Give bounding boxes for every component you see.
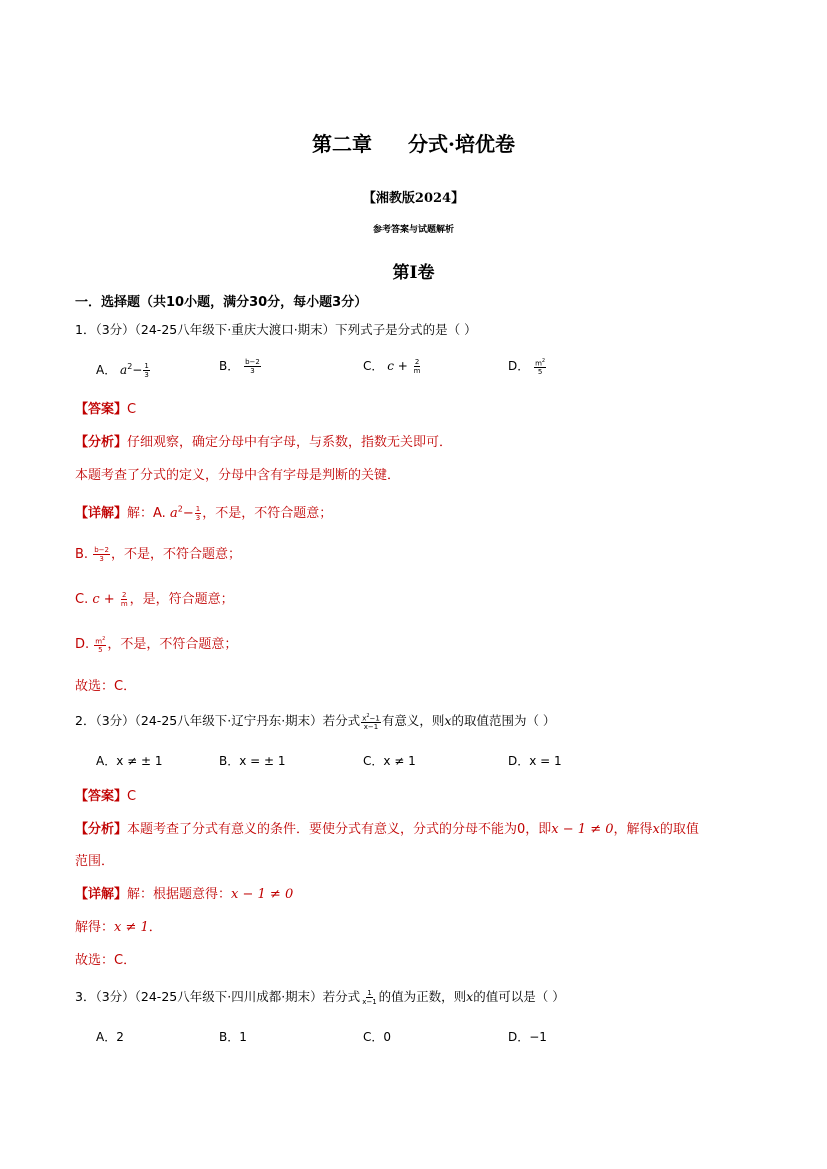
q1-detail-a: 【详解】解：A. $a^2-$ $\frac{1}{3}$ ，不是，不符合题意； [75,504,333,522]
question-2-stem: 2．（3分）（24-25八年级下·辽宁丹东·期末）若分式 $\frac{x^2-1}{x-1}$ 有意义，则x的取值范围为（ ） [75,712,556,732]
question-3-stem: 3．（3分）（24-25八年级下·四川成都·期末）若分式 $\frac{1}{x-1}$ 的值为正数，则x的值可以是（ ） [75,989,565,1006]
q1-option-d: D． $\frac{m^2}{5}$ [508,358,546,377]
q2-option-d: D．x = 1 [508,754,562,768]
page-title: 第二章 分式·培优卷 [312,132,515,156]
q1-option-b: B． $\frac{b-2}{3}$ [219,358,260,375]
edition-label: 【湘教版2024】 [362,191,465,206]
q2-answer: 【答案】C [75,789,137,804]
q1-option-c: C． c + $\frac{2}{m}$ [363,358,421,375]
q3-option-c: C．0 [363,1030,392,1044]
q3-option-a: A．2 [96,1030,124,1044]
q3-option-d: D．−1 [508,1030,547,1044]
q2-choose: 故选：C． [75,953,137,968]
q1-option-a: A． $a^2-$ $\frac{1}{3}$ [96,362,149,379]
q1-choose: 故选：C． [75,679,137,694]
q1-detail-c: C. c + $\frac{2}{m}$ ，是，符合题意； [75,591,234,608]
q1-analysis-summary: 本题考查了分式的定义，分母中含有字母是判断的关键． [75,468,401,483]
volume-heading: 第Ⅰ卷 [392,263,435,283]
q1-detail-b: B. $\frac{b-2}{3}$ ，不是，不符合题意； [75,546,241,563]
q2-detail: 【详解】解：根据题意得：x − 1 ≠ 0 [75,887,294,902]
q2-option-a: A．x ≠ ± 1 [96,754,163,768]
q2-analysis: 【分析】本题考查了分式有意义的条件．要使分式有意义，分式的分母不能为0，即x − 1 ≠ 0，解得x的取值 [75,822,699,837]
question-1-stem: 1．（3分）（24-25八年级下·重庆大渡口·期末）下列式子是分式的是（ ） [75,322,477,337]
page-subtitle: 参考答案与试题解析 [372,225,454,235]
q2-analysis-cont: 范围． [75,854,115,869]
section-heading: 一．选择题（共10小题，满分30分，每小题3分） [75,295,368,310]
q1-analysis: 【分析】仔细观察，确定分母中有字母，与系数，指数无关即可． [75,435,453,450]
q1-answer: 【答案】C [75,402,137,417]
q2-solve: 解得：x ≠ 1． [75,920,162,935]
q2-option-b: B．x = ± 1 [219,754,286,768]
q2-option-c: C．x ≠ 1 [363,754,416,768]
q1-detail-d: D. $\frac{m^2}{5}$ ，不是，不符合题意； [75,635,238,655]
q3-option-b: B．1 [219,1030,247,1044]
